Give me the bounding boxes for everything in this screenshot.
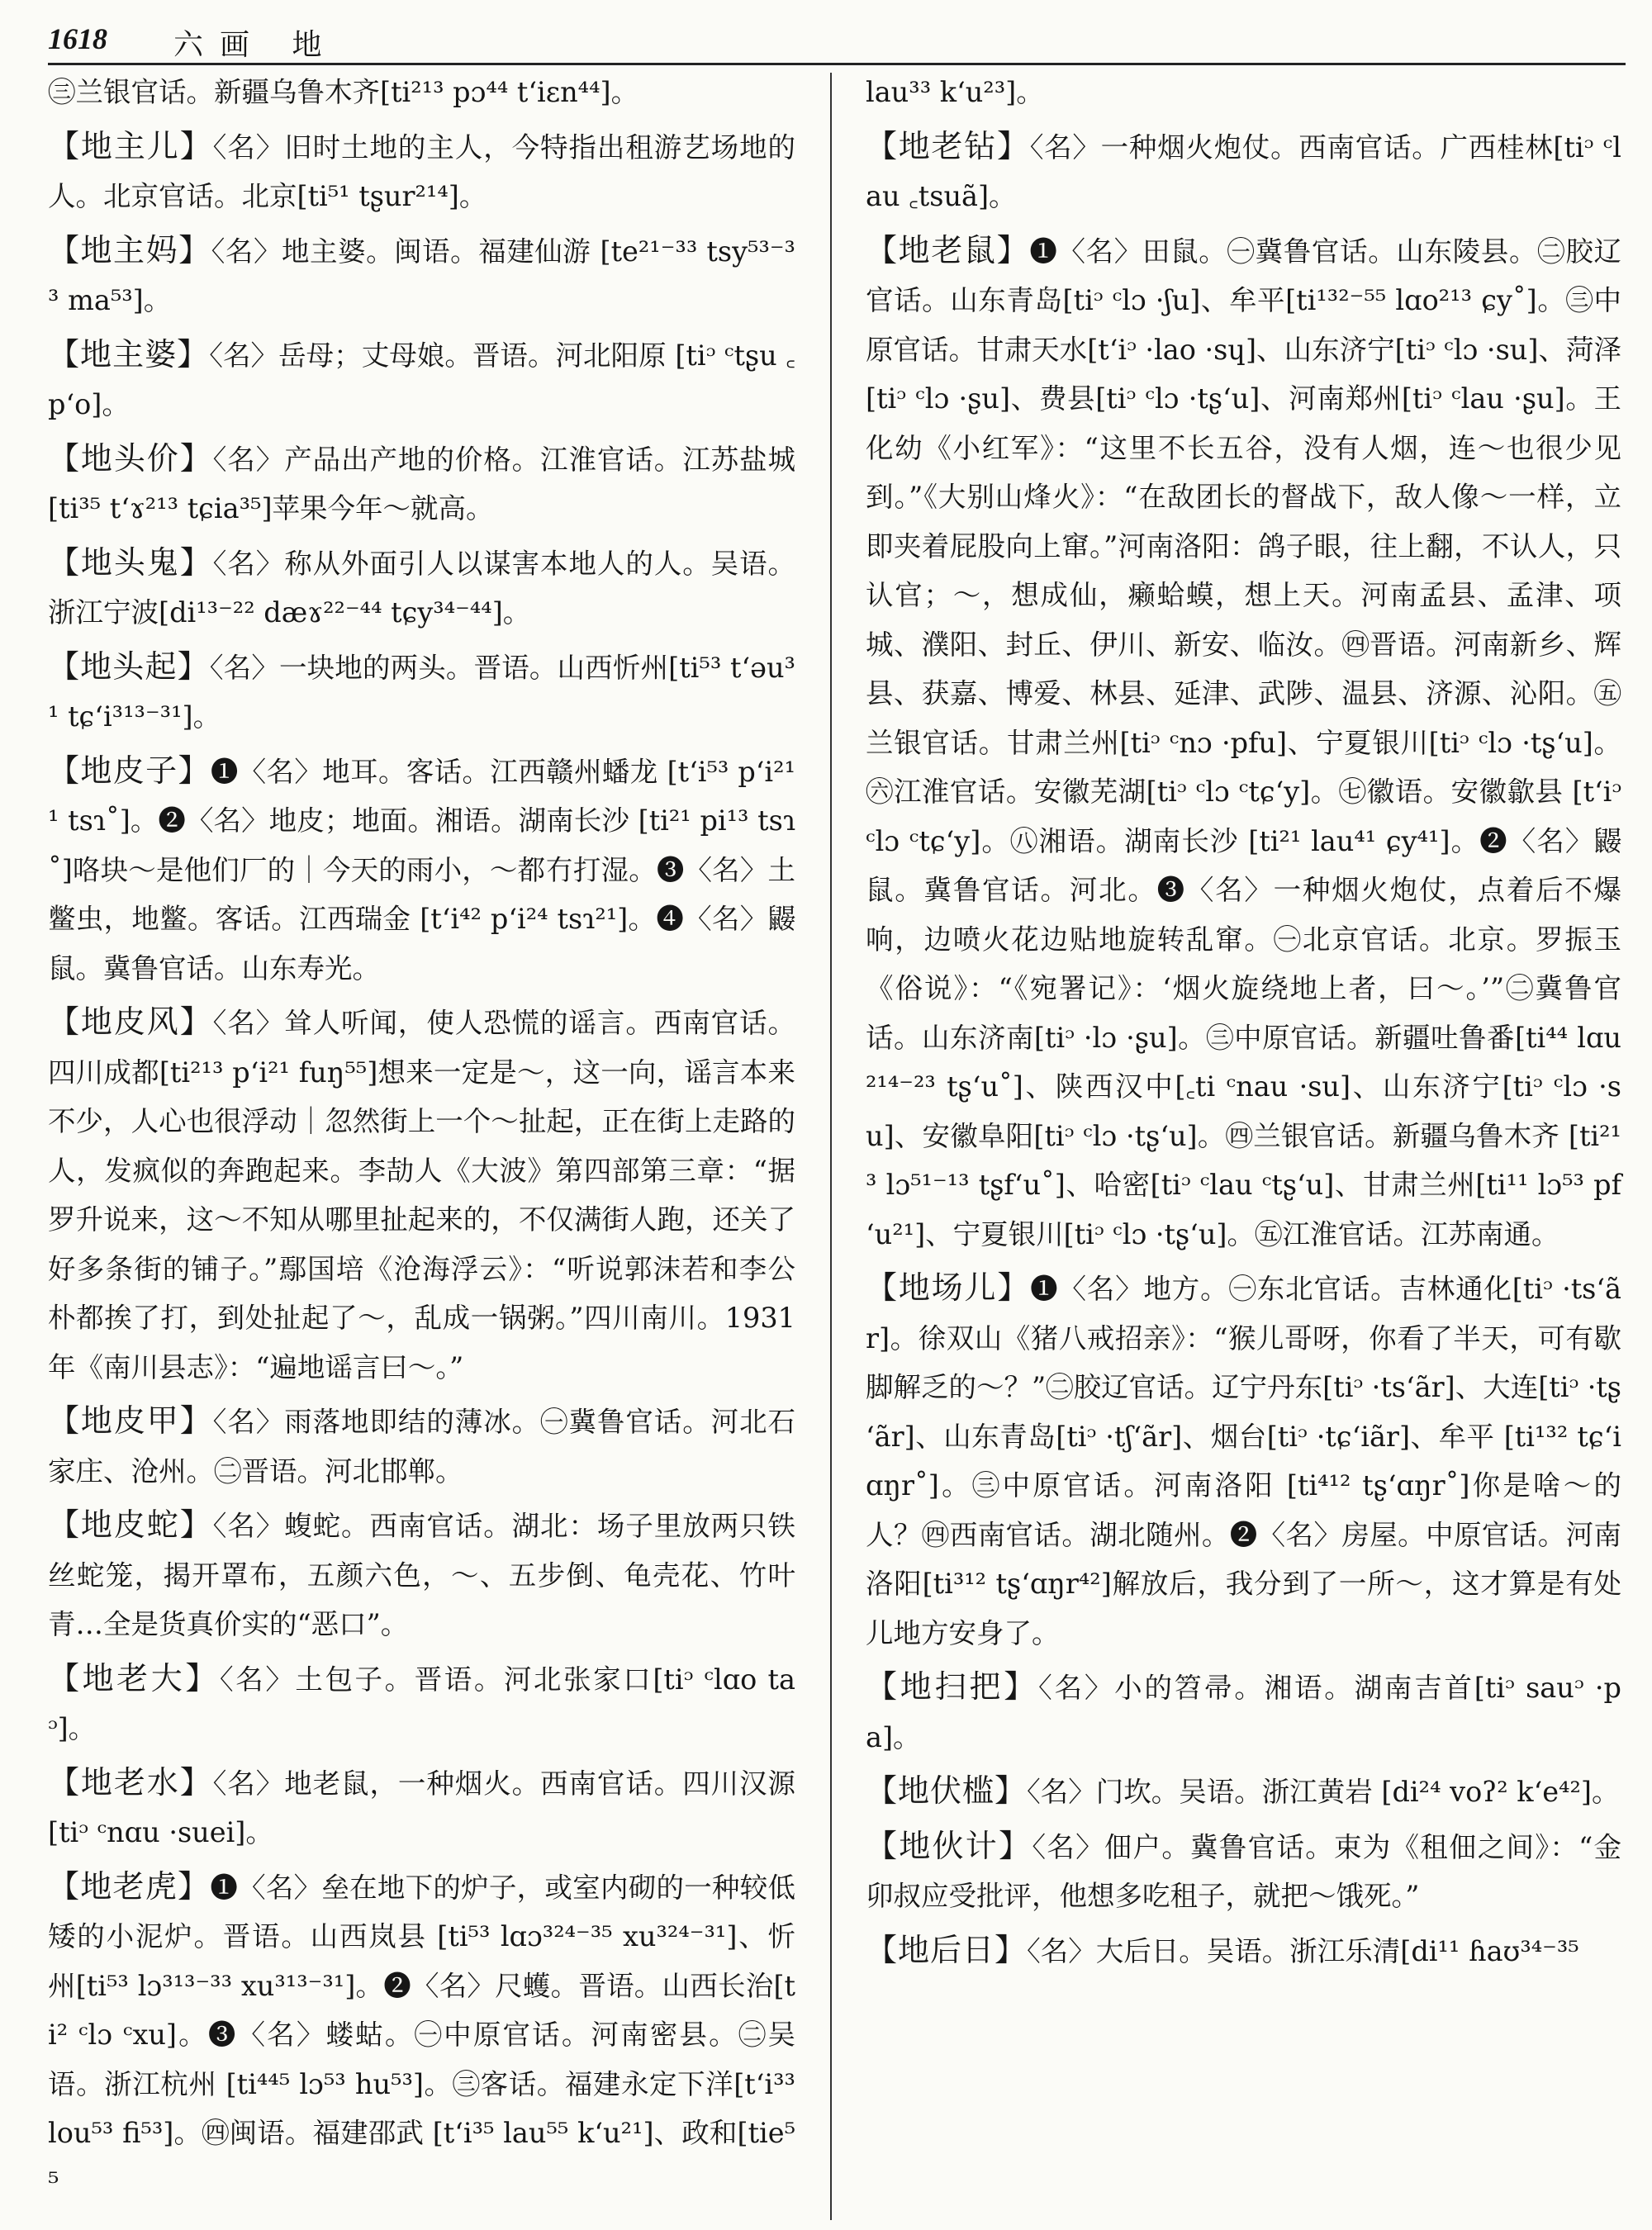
entry-headword: 【地皮甲】 bbox=[48, 1402, 213, 1439]
entry-text: 〈名〉小的笤帚。湘语。湖南吉首[tiᵓ sauᵓ ·pa]。 bbox=[866, 1672, 1621, 1753]
dictionary-entry bbox=[866, 122, 1621, 221]
entry-text: 〈名〉称从外面引人以谋害本地人的人。吴语。浙江宁波[di¹³⁻²² dæɤ²²⁻⁴⁴ tɕy³⁴⁻⁴⁴]。 bbox=[48, 547, 795, 629]
entry-headword: 【地后日】 bbox=[866, 1931, 1028, 1968]
section-title: 六画 地 bbox=[173, 28, 339, 62]
entry-headword: 【地皮风】 bbox=[48, 1004, 213, 1040]
entry-text: ㊂兰银官话。新疆乌鲁木齐[ti²¹³ pɔ⁴⁴ tʻiɛn⁴⁴]。 bbox=[48, 76, 639, 108]
entry-headword: 【地头起】 bbox=[48, 648, 210, 685]
entry-headword: 【地头鬼】 bbox=[48, 543, 213, 581]
entry-headword: 【地头价】 bbox=[48, 439, 213, 477]
dictionary-entry bbox=[866, 1926, 1621, 1976]
entry-text: 〈名〉产品出产地的价格。江淮官话。江苏盐城[ti³⁵ tʻɤ²¹³ tɕia³⁵]苹果今年～就高。 bbox=[48, 443, 795, 524]
entry-text: 〈名〉地主婆。闽语。福建仙游 [te²¹⁻³³ tsy⁵³⁻³³ ma⁵³]。 bbox=[48, 235, 795, 316]
page-header bbox=[48, 15, 1626, 65]
dictionary-entry bbox=[48, 434, 795, 534]
dictionary-entry bbox=[48, 539, 795, 638]
dictionary-entry bbox=[48, 122, 795, 221]
entry-text: 〈名〉土包子。晋语。河北张家口[tiᵓ ᶜlɑo taᵓ]。 bbox=[48, 1663, 795, 1744]
entry-headword: 【地老水】 bbox=[48, 1763, 213, 1801]
entry-text: 〈名〉一种烟火炮仗。西南官话。广西桂林[tiᵓ ᶜlau ꜀tsuã]。 bbox=[866, 130, 1621, 212]
dictionary-entry bbox=[48, 330, 795, 429]
entry-text: 〈名〉门坎。吴语。浙江黄岩 [di²⁴ voʔ² kʻe⁴²]。 bbox=[1027, 1776, 1620, 1808]
right-column bbox=[866, 68, 1621, 1981]
dictionary-entry bbox=[48, 747, 795, 994]
entry-headword: 【地伙计】 bbox=[866, 1827, 1032, 1864]
column-divider bbox=[830, 73, 832, 2220]
entry-headword: 【地老钻】 bbox=[866, 127, 1030, 164]
entry-headword: 【地场儿】 bbox=[866, 1269, 1031, 1306]
entry-text: ❶〈名〉田鼠。㊀冀鲁官话。山东陵县。㊁胶辽官话。山东青岛[tiᵓ ᶜlɔ ·ʃu]、牟平[ti¹³²⁻⁵⁵ lɑo²¹³ ɕy˚]。㊂中原官话。甘肃天水[tʻiᵓ ·lao ·sɥ]、山东济宁[tiᵓ ᶜlɔ ·su]、菏泽 [tiᵓ ᶜlɔ ·ʂu]、费县[tiᵓ ᶜlɔ ·tʂʻu]、河南郑州[tiᵓ ᶜlau ·ʂu]。王化幼《小红军》：“这里不长五谷，没有人烟，连～也很少见到。”《大别山烽火》：“在敌团长的督战下，敌人像～一样，立即夹着屁股向上窜。”河南洛阳：鸽子眼，往上翻，不认人，只认官；～，想成仙，癞蛤蟆，想上天。河南孟县、孟津、项城、濮阳、封丘、伊川、新安、临汝。㊃晋语。河南新乡、辉县、获嘉、博爱、林县、延津、武陟、温县、济源、沁阳。㊄兰银官话。甘肃兰州[tiᵓ ᶜnɔ ·pfu]、宁夏银川[tiᵓ ᶜlɔ ·tʂʻu]。㊅江淮官话。安徽芜湖[tiᵓ ᶜlɔ ᶜtɕʻy]。㊆徽语。安徽歙县 [tʻiᵓ ᶜlɔ ᶜtɕʻy]。㊇湘语。湖南长沙 [ti²¹ lau⁴¹ ɕy⁴¹]。❷〈名〉鼹鼠。冀鲁官话。河北。❸〈名〉一种烟火炮仗，点着后不爆响，边喷火花边贴地旋转乱窜。㊀北京官话。北京。罗振玉《俗说》：“《宛署记》：‘烟火旋绕地上者，曰～。’”㊁冀鲁官话。山东济南[tiᵓ ·lɔ ·ʂu]。㊂中原官话。新疆吐鲁番[ti⁴⁴ lɑu²¹⁴⁻²³ tʂʻu˚]、陕西汉中[꜀ti ᶜnau ·su]、山东济宁[tiᵓ ᶜlɔ ·su]、安徽阜阳[tiᵓ ᶜlɔ ·tʂʻu]。㊃兰银官话。新疆乌鲁木齐 [ti²¹³ lɔ⁵¹⁻¹³ tʂfʻu˚]、哈密[tiᵓ ᶜlau ᶜtʂʻu]、甘肃兰州[ti¹¹ lɔ⁵³ pfʻu²¹]、宁夏银川[tiᵓ ᶜlɔ ·tʂʻu]。㊄江淮官话。江苏南通。 bbox=[866, 235, 1621, 1250]
entry-text: ❶〈名〉地方。㊀东北官话。吉林通化[tiᵓ ·tsʻãr]。徐双山《猪八戒招亲》：“猴儿哥呀，你看了半天，可有歇脚解乏的～？”㊁胶辽官话。辽宁丹东[tiᵓ ·tsʻãr]、大连[tiᵓ ·tʂʻãr]、山东青岛[tiᵓ ·tʃʻãr]、烟台[tiᵓ ·tɕʻiãr]、牟平 [ti¹³² tɕʻiɑŋr˚]。㊂中原官话。河南洛阳 [ti⁴¹² tʂʻɑŋr˚]你是啥～的人？㊃西南官话。湖北随州。❷〈名〉房屋。中原官话。河南洛阳[ti³¹² tʂʻɑŋr⁴²]解放后，我分到了一所～，这才算是有处儿地方安身了。 bbox=[866, 1273, 1621, 1649]
dictionary-entry bbox=[48, 1501, 795, 1649]
dictionary-entry bbox=[48, 226, 795, 325]
entry-text: 〈名〉佃户。冀鲁官话。束为《租佃之间》：“金卯叔应受批评，他想多吃租子，就把～饿死。” bbox=[866, 1830, 1621, 1912]
entry-text: 〈名〉蝮蛇。西南官话。湖北：场子里放两只铁丝蛇笼，揭开罩布，五颜六色，～、五步倒、龟壳花、竹叶青…全是货真价实的“恶口”。 bbox=[48, 1510, 795, 1640]
dictionary-entry bbox=[866, 226, 1621, 1260]
page-number: 1618 bbox=[48, 22, 107, 55]
entry-headword: 【地皮蛇】 bbox=[48, 1506, 213, 1543]
entry-text: 〈名〉旧时土地的主人，今特指出租游艺场地的人。北京官话。北京[ti⁵¹ tʂur²¹⁴]。 bbox=[48, 130, 795, 212]
left-column bbox=[48, 68, 795, 2212]
entry-text: ❶〈名〉地耳。客话。江西赣州蟠龙 [tʻi⁵³ pʻi²¹¹ tsɿ˚]。❷〈名〉地皮；地面。湘语。湖南长沙 [ti²¹ pi¹³ tsɿ˚]咯块～是他们厂的｜今天的雨小，～都冇打湿。❸〈名〉土鳖虫，地鳖。客话。江西瑞金 [tʻi⁴² pʻi²⁴ tsɿ²¹]。❹〈名〉鼹鼠。冀鲁官话。山东寿光。 bbox=[48, 755, 795, 985]
dictionary-entry bbox=[866, 1264, 1621, 1658]
entry-headword: 【地扫把】 bbox=[866, 1668, 1039, 1705]
entry-text: 〈名〉一块地的两头。晋语。山西忻州[ti⁵³ tʻəu³¹ tɕʻi³¹³⁻³¹]。 bbox=[48, 651, 795, 733]
entry-text: 〈名〉耸人听闻，使人恐慌的谣言。西南官话。四川成都[ti²¹³ pʻi²¹ fuŋ⁵⁵]想来一定是～，这一向，谣言本来不少，人心也很浮动｜忽然街上一个～扯起，正在街上走路的人，发疯似的奔跑起来。李劼人《大波》第四部第三章：“据罗升说来，这～不知从哪里扯起来的，不仅满街人跑，还关了好多条街的铺子。”鄢国培《沧海浮云》：“听说郭沫若和李公朴都挨了打，到处扯起了～，乱成一锅粥。”四川南川。1931年《南川县志》：“遍地谣言曰～。” bbox=[48, 1007, 795, 1383]
entry-headword: 【地老虎】 bbox=[48, 1867, 211, 1905]
dictionary-entry bbox=[48, 1654, 795, 1753]
entry-text: 〈名〉地老鼠，一种烟火。西南官话。四川汉源[tiᵓ ᶜnɑu ·suei]。 bbox=[48, 1767, 795, 1848]
entry-text: lau³³ kʻu²³]。 bbox=[866, 76, 1044, 108]
dictionary-entry bbox=[866, 1663, 1621, 1762]
dictionary-entry bbox=[48, 1758, 795, 1858]
entry-headword: 【地老大】 bbox=[48, 1659, 220, 1696]
entry-headword: 【地主妈】 bbox=[48, 231, 211, 268]
entry-text: 〈名〉岳母；丈母娘。晋语。河北阳原 [tiᵓ ᶜtʂu ꜀pʻo]。 bbox=[48, 339, 795, 420]
entry-headword: 【地皮子】 bbox=[48, 752, 211, 789]
entry-headword: 【地主婆】 bbox=[48, 335, 210, 372]
dictionary-entry bbox=[48, 643, 795, 742]
dictionary-entry bbox=[866, 1822, 1621, 1921]
dictionary-entry bbox=[48, 1397, 795, 1496]
entry-headword: 【地老鼠】 bbox=[866, 231, 1030, 268]
dictionary-entry bbox=[48, 68, 795, 117]
entry-headword: 【地伏槛】 bbox=[866, 1772, 1028, 1809]
dictionary-entry bbox=[866, 1767, 1621, 1817]
dictionary-entry bbox=[48, 998, 795, 1392]
entry-text: ❶〈名〉垒在地下的炉子，或室内砌的一种较低矮的小泥炉。晋语。山西岚县 [ti⁵³ lɑɔ³²⁴⁻³⁵ xu³²⁴⁻³¹]、忻州[ti⁵³ lɔ³¹³⁻³³ xu³¹³⁻³¹]。❷〈名〉尺蠖。晋语。山西长治[ti² ᶜlɔ ᶜxu]。❸〈名〉蝼蛄。㊀中原官话。河南密县。㊁吴语。浙江杭州 [ti⁴⁴⁵ lɔ⁵³ hu⁵³]。㊂客话。福建永定下洋[tʻi³³ lou⁵³ fi⁵³]。㊃闽语。福建邵武 [tʻi³⁵ lau⁵⁵ kʻu²¹]、政和[tie⁵⁵ bbox=[48, 1871, 795, 2199]
dictionary-entry bbox=[48, 1862, 795, 2208]
dictionary-entry bbox=[866, 68, 1621, 117]
entry-text: 〈名〉雨落地即结的薄冰。㊀冀鲁官话。河北石家庄、沧州。㊁晋语。河北邯郸。 bbox=[48, 1406, 795, 1487]
entry-text: 〈名〉大后日。吴语。浙江乐清[di¹¹ ɦaʊ³⁴⁻³⁵ bbox=[1027, 1934, 1579, 1967]
entry-headword: 【地主儿】 bbox=[48, 127, 213, 164]
